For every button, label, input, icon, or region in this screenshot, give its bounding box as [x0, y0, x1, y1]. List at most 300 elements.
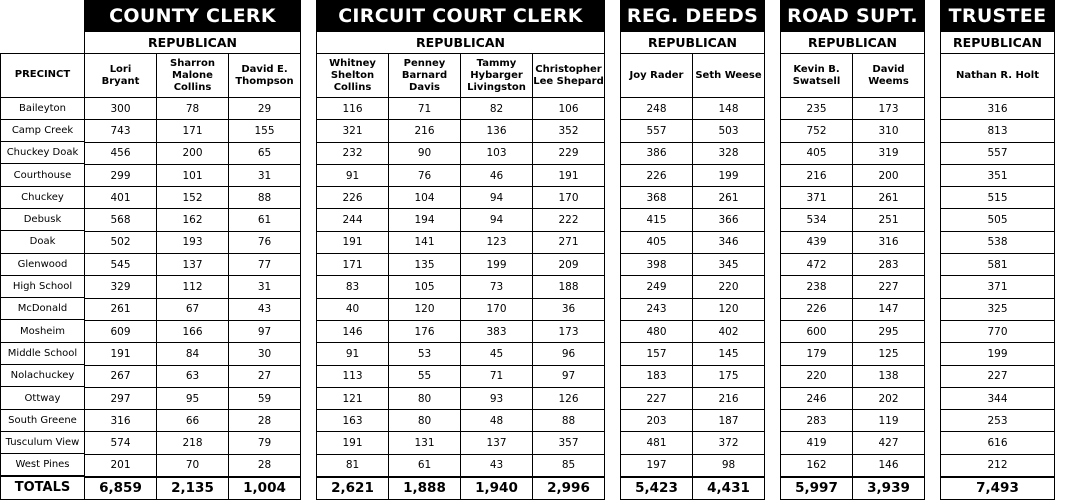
vote-count: 538 [941, 231, 1055, 253]
table-row [85, 209, 301, 231]
table-row [621, 231, 765, 253]
table-row [317, 187, 605, 209]
vote-count: 325 [941, 298, 1055, 320]
vote-count: 402 [693, 320, 765, 342]
vote-count: 113 [317, 365, 389, 387]
vote-count: 76 [229, 231, 301, 253]
candidate-name: David Weems [853, 54, 925, 98]
table-row [1, 454, 85, 476]
table-row [85, 410, 301, 432]
vote-count: 574 [85, 432, 157, 454]
vote-count: 261 [693, 187, 765, 209]
table-row [85, 231, 301, 253]
vote-count: 226 [621, 164, 693, 186]
table-row [781, 254, 925, 276]
vote-count: 316 [941, 98, 1055, 120]
vote-count: 63 [157, 365, 229, 387]
vote-count: 183 [621, 365, 693, 387]
candidate-name: Lori Bryant [85, 54, 157, 98]
vote-count: 227 [621, 387, 693, 409]
vote-count: 253 [941, 410, 1055, 432]
precinct-name: Baileyton [1, 97, 85, 119]
vote-count: 372 [693, 432, 765, 454]
table-row [781, 98, 925, 120]
vote-count: 29 [229, 98, 301, 120]
vote-count: 226 [781, 298, 853, 320]
table-row [317, 209, 605, 231]
vote-count: 103 [461, 142, 533, 164]
vote-count: 383 [461, 320, 533, 342]
table-row [317, 254, 605, 276]
table-row [85, 98, 301, 120]
vote-count: 126 [533, 387, 605, 409]
vote-count: 70 [157, 454, 229, 476]
vote-count: 59 [229, 387, 301, 409]
table-row [941, 454, 1055, 476]
table-row [85, 142, 301, 164]
vote-count: 752 [781, 120, 853, 142]
table-row [85, 432, 301, 454]
vote-count: 770 [941, 320, 1055, 342]
table-row [317, 142, 605, 164]
table-row [621, 320, 765, 342]
vote-count: 216 [693, 387, 765, 409]
race-block [940, 0, 1055, 500]
vote-count: 246 [781, 387, 853, 409]
table-row [317, 276, 605, 298]
table-row [941, 276, 1055, 298]
precinct-name: Debusk [1, 208, 85, 230]
table-row [781, 209, 925, 231]
table-row [781, 343, 925, 365]
vote-count: 82 [461, 98, 533, 120]
table-row [85, 365, 301, 387]
vote-count: 568 [85, 209, 157, 231]
table-row [1, 298, 85, 320]
precinct-column [0, 0, 85, 500]
vote-count: 163 [317, 410, 389, 432]
vote-count: 162 [157, 209, 229, 231]
vote-count: 295 [853, 320, 925, 342]
precinct-name: South Greene [1, 409, 85, 431]
table-row [781, 432, 925, 454]
precinct-name: Nolachuckey [1, 365, 85, 387]
table-row [1, 97, 85, 119]
table-row [1, 387, 85, 409]
vote-count: 43 [461, 454, 533, 476]
vote-count: 357 [533, 432, 605, 454]
vote-count: 216 [389, 120, 461, 142]
vote-count: 271 [533, 231, 605, 253]
vote-count: 121 [317, 387, 389, 409]
table-row [1, 409, 85, 431]
vote-count: 146 [317, 320, 389, 342]
vote-count: 248 [621, 98, 693, 120]
vote-count: 345 [693, 254, 765, 276]
vote-count: 232 [317, 142, 389, 164]
candidate-header-row [941, 54, 1055, 98]
vote-count: 299 [85, 164, 157, 186]
vote-count: 28 [229, 410, 301, 432]
vote-count: 202 [853, 387, 925, 409]
vote-count: 71 [461, 365, 533, 387]
race-title: REG. DEEDS [621, 1, 765, 32]
vote-total: 7,493 [941, 477, 1055, 500]
vote-total: 2,621 [317, 477, 389, 500]
vote-count: 534 [781, 209, 853, 231]
totals-row [941, 477, 1055, 500]
vote-count: 557 [621, 120, 693, 142]
vote-count: 135 [389, 254, 461, 276]
vote-count: 101 [157, 164, 229, 186]
table-row [317, 343, 605, 365]
vote-count: 88 [229, 187, 301, 209]
table-row [317, 320, 605, 342]
vote-count: 125 [853, 343, 925, 365]
table-row [1, 320, 85, 342]
table-row [1, 342, 85, 364]
vote-count: 152 [157, 187, 229, 209]
table-row [781, 365, 925, 387]
race-block [316, 0, 605, 500]
vote-count: 316 [85, 410, 157, 432]
vote-count: 146 [853, 454, 925, 476]
table-row [317, 454, 605, 476]
table-row [85, 187, 301, 209]
vote-count: 503 [693, 120, 765, 142]
table-row [621, 454, 765, 476]
precinct-name: Doak [1, 231, 85, 253]
vote-count: 743 [85, 120, 157, 142]
vote-total: 3,939 [853, 477, 925, 500]
candidate-name: Penney Barnard Davis [389, 54, 461, 98]
vote-count: 505 [941, 209, 1055, 231]
table-row [317, 432, 605, 454]
vote-count: 170 [461, 298, 533, 320]
vote-count: 226 [317, 187, 389, 209]
vote-count: 97 [229, 320, 301, 342]
vote-count: 65 [229, 142, 301, 164]
vote-count: 472 [781, 254, 853, 276]
vote-count: 80 [389, 387, 461, 409]
vote-count: 171 [157, 120, 229, 142]
vote-count: 199 [461, 254, 533, 276]
party-label: REPUBLICAN [781, 32, 925, 54]
table-row [941, 254, 1055, 276]
table-row [1, 275, 85, 297]
vote-count: 220 [781, 365, 853, 387]
table-row [781, 454, 925, 476]
vote-count: 351 [941, 164, 1055, 186]
table-row [85, 254, 301, 276]
candidate-name: Christopher Lee Shepard [533, 54, 605, 98]
table-row [85, 276, 301, 298]
vote-count: 95 [157, 387, 229, 409]
race-title: ROAD SUPT. [781, 1, 925, 32]
vote-count: 66 [157, 410, 229, 432]
vote-count: 145 [693, 343, 765, 365]
vote-count: 813 [941, 120, 1055, 142]
vote-count: 104 [389, 187, 461, 209]
vote-count: 480 [621, 320, 693, 342]
precinct-table [0, 0, 85, 500]
vote-count: 415 [621, 209, 693, 231]
table-row [85, 454, 301, 476]
vote-total: 2,996 [533, 477, 605, 500]
vote-count: 162 [781, 454, 853, 476]
table-row [85, 164, 301, 186]
table-row [781, 410, 925, 432]
vote-count: 136 [461, 120, 533, 142]
vote-count: 53 [389, 343, 461, 365]
vote-count: 120 [389, 298, 461, 320]
table-row [941, 120, 1055, 142]
vote-count: 616 [941, 432, 1055, 454]
vote-count: 119 [853, 410, 925, 432]
vote-count: 173 [533, 320, 605, 342]
table-row [1, 231, 85, 253]
precinct-name: Chuckey Doak [1, 142, 85, 164]
vote-count: 83 [317, 276, 389, 298]
table-row [941, 298, 1055, 320]
vote-count: 112 [157, 276, 229, 298]
vote-count: 398 [621, 254, 693, 276]
vote-count: 137 [157, 254, 229, 276]
vote-count: 243 [621, 298, 693, 320]
precinct-name: Middle School [1, 342, 85, 364]
table-row [85, 387, 301, 409]
vote-count: 71 [389, 98, 461, 120]
race-table [940, 0, 1055, 500]
totals-row [85, 477, 301, 500]
vote-count: 91 [317, 343, 389, 365]
table-row [941, 98, 1055, 120]
table-row [1, 431, 85, 453]
table-row [317, 98, 605, 120]
vote-count: 199 [941, 343, 1055, 365]
vote-count: 319 [853, 142, 925, 164]
precinct-name: Mosheim [1, 320, 85, 342]
vote-count: 427 [853, 432, 925, 454]
vote-total: 6,859 [85, 477, 157, 500]
table-row [941, 343, 1055, 365]
table-row [941, 231, 1055, 253]
table-row [941, 209, 1055, 231]
table-row [1, 253, 85, 275]
table-row [621, 209, 765, 231]
precinct-name: Ottway [1, 387, 85, 409]
table-row [621, 120, 765, 142]
table-row [781, 120, 925, 142]
candidate-name: Nathan R. Holt [941, 54, 1055, 98]
vote-total: 5,997 [781, 477, 853, 500]
table-row [621, 298, 765, 320]
vote-count: 173 [853, 98, 925, 120]
vote-count: 346 [693, 231, 765, 253]
party-label: REPUBLICAN [621, 32, 765, 54]
vote-count: 261 [853, 187, 925, 209]
table-row [317, 410, 605, 432]
vote-count: 84 [157, 343, 229, 365]
vote-total: 1,888 [389, 477, 461, 500]
race-table [84, 0, 301, 500]
table-row [317, 120, 605, 142]
table-row [941, 320, 1055, 342]
vote-total: 4,431 [693, 477, 765, 500]
vote-count: 171 [317, 254, 389, 276]
table-row [781, 320, 925, 342]
vote-count: 209 [533, 254, 605, 276]
table-row [1, 186, 85, 208]
precinct-name: Glenwood [1, 253, 85, 275]
precinct-name: High School [1, 275, 85, 297]
party-label: REPUBLICAN [941, 32, 1055, 54]
vote-count: 220 [693, 276, 765, 298]
table-row [781, 387, 925, 409]
vote-count: 600 [781, 320, 853, 342]
vote-count: 91 [317, 164, 389, 186]
vote-count: 267 [85, 365, 157, 387]
table-row [621, 98, 765, 120]
vote-count: 297 [85, 387, 157, 409]
vote-count: 48 [461, 410, 533, 432]
vote-count: 120 [693, 298, 765, 320]
totals-row [1, 476, 85, 499]
vote-count: 116 [317, 98, 389, 120]
vote-count: 179 [781, 343, 853, 365]
vote-count: 30 [229, 343, 301, 365]
vote-count: 88 [533, 410, 605, 432]
vote-count: 419 [781, 432, 853, 454]
table-row [85, 120, 301, 142]
vote-count: 43 [229, 298, 301, 320]
table-row [621, 254, 765, 276]
vote-count: 79 [229, 432, 301, 454]
table-row [1, 208, 85, 230]
table-row [941, 142, 1055, 164]
vote-count: 90 [389, 142, 461, 164]
vote-count: 581 [941, 254, 1055, 276]
vote-count: 98 [693, 454, 765, 476]
vote-count: 609 [85, 320, 157, 342]
table-row [621, 432, 765, 454]
vote-count: 405 [781, 142, 853, 164]
vote-count: 31 [229, 276, 301, 298]
vote-count: 344 [941, 387, 1055, 409]
race-table [620, 0, 765, 500]
vote-count: 212 [941, 454, 1055, 476]
vote-count: 191 [533, 164, 605, 186]
vote-count: 235 [781, 98, 853, 120]
table-row [621, 410, 765, 432]
table-row [621, 187, 765, 209]
vote-count: 481 [621, 432, 693, 454]
precinct-name: Chuckey [1, 186, 85, 208]
vote-count: 368 [621, 187, 693, 209]
vote-count: 227 [941, 365, 1055, 387]
vote-count: 55 [389, 365, 461, 387]
vote-count: 229 [533, 142, 605, 164]
vote-count: 197 [621, 454, 693, 476]
table-row [781, 187, 925, 209]
vote-count: 227 [853, 276, 925, 298]
vote-count: 191 [85, 343, 157, 365]
vote-count: 557 [941, 142, 1055, 164]
candidate-name: Joy Rader [621, 54, 693, 98]
vote-count: 329 [85, 276, 157, 298]
vote-count: 218 [157, 432, 229, 454]
table-row [1, 142, 85, 164]
vote-count: 545 [85, 254, 157, 276]
totals-row [781, 477, 925, 500]
vote-count: 187 [693, 410, 765, 432]
precinct-name: West Pines [1, 454, 85, 476]
vote-count: 199 [693, 164, 765, 186]
table-row [1, 164, 85, 186]
table-row [317, 365, 605, 387]
vote-count: 131 [389, 432, 461, 454]
table-row [941, 365, 1055, 387]
vote-count: 46 [461, 164, 533, 186]
candidate-name: Seth Weese [693, 54, 765, 98]
vote-count: 170 [533, 187, 605, 209]
table-row [781, 298, 925, 320]
table-row [781, 231, 925, 253]
candidate-name: Tammy Hybarger Livingston [461, 54, 533, 98]
table-row [621, 387, 765, 409]
vote-count: 123 [461, 231, 533, 253]
table-row [621, 164, 765, 186]
vote-count: 147 [853, 298, 925, 320]
table-row [85, 298, 301, 320]
candidate-header-row [317, 54, 605, 98]
precinct-name: Tusculum View [1, 431, 85, 453]
candidate-name: David E. Thompson [229, 54, 301, 98]
vote-count: 251 [853, 209, 925, 231]
table-row [317, 387, 605, 409]
vote-count: 94 [461, 187, 533, 209]
race-table [316, 0, 605, 500]
vote-count: 67 [157, 298, 229, 320]
table-row [317, 231, 605, 253]
party-label: REPUBLICAN [85, 32, 301, 54]
vote-count: 386 [621, 142, 693, 164]
vote-count: 371 [941, 276, 1055, 298]
candidate-header-row [621, 54, 765, 98]
vote-count: 401 [85, 187, 157, 209]
candidate-header-row [85, 54, 301, 98]
table-row [781, 142, 925, 164]
vote-total: 5,423 [621, 477, 693, 500]
vote-count: 45 [461, 343, 533, 365]
precinct-header: PRECINCT [1, 53, 85, 97]
race-title: TRUSTEE [941, 1, 1055, 32]
vote-count: 283 [853, 254, 925, 276]
precinct-name: Camp Creek [1, 119, 85, 141]
vote-count: 191 [317, 432, 389, 454]
vote-count: 80 [389, 410, 461, 432]
vote-count: 175 [693, 365, 765, 387]
table-row [621, 276, 765, 298]
candidate-name: Whitney Shelton Collins [317, 54, 389, 98]
vote-count: 371 [781, 187, 853, 209]
table-row [941, 187, 1055, 209]
vote-count: 31 [229, 164, 301, 186]
vote-count: 352 [533, 120, 605, 142]
table-row [621, 365, 765, 387]
race-title: CIRCUIT COURT CLERK [317, 1, 605, 32]
totals-label: TOTALS [1, 476, 85, 499]
